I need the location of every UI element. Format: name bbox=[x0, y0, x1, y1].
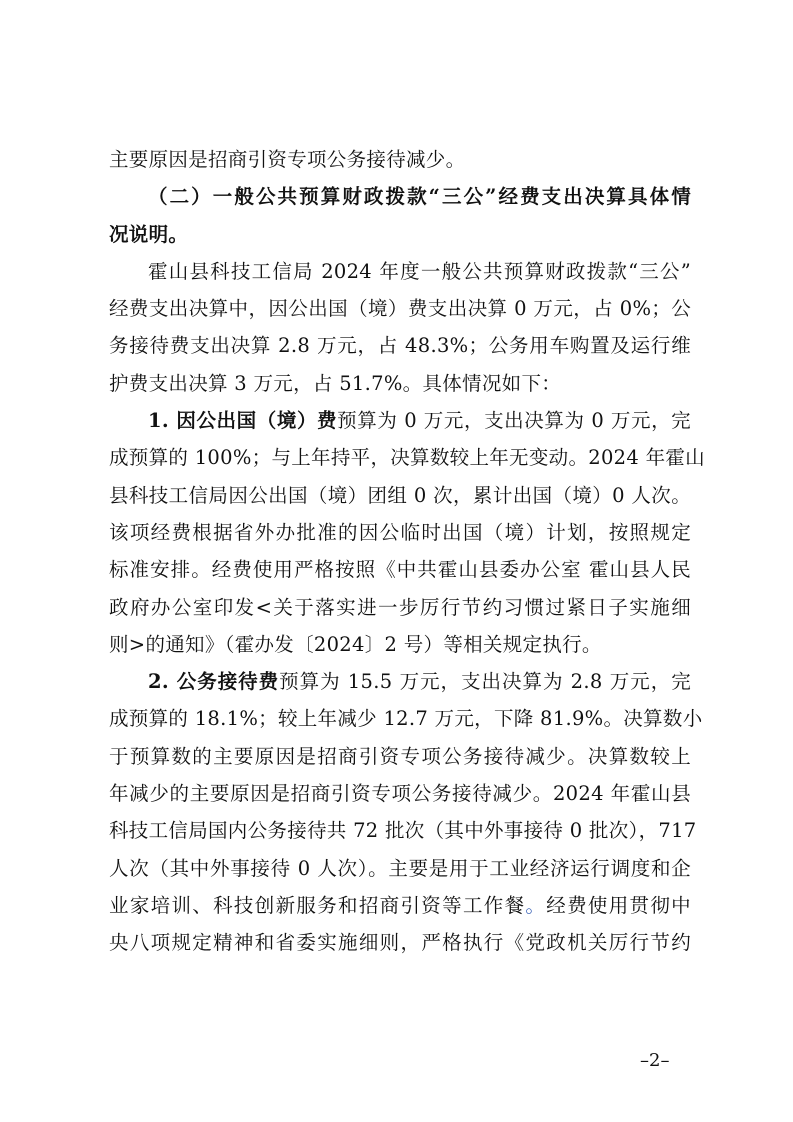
paragraph-line bbox=[109, 887, 691, 924]
text-line: 主要原因是招商引资专项公务接待减少。 bbox=[109, 148, 466, 171]
subsection-1-text: 预算为 0 万元，支出决算为 0 万元，完 bbox=[337, 409, 691, 433]
highlighted-period: 。 bbox=[525, 893, 547, 917]
document-body bbox=[109, 141, 705, 962]
paragraph-line: 务接待费支出决算 2.8 万元，占 48.3%；公务用车购置及运行维 bbox=[109, 334, 691, 358]
paragraph-line: 成预算的 100%；与上年持平，决算数较上年无变动。2024 年霍山 bbox=[109, 446, 705, 470]
paragraph-line: 经费支出决算中，因公出国（境）费支出决算 0 万元，占 0%；公 bbox=[109, 297, 691, 321]
paragraph-line: 县科技工信局因公出国（境）团组 0 次，累计出国（境）0 人次。 bbox=[109, 483, 691, 507]
subsection-2-first-line bbox=[109, 663, 691, 700]
paragraph-line: 政府办公室印发<关于落实进一步厉行节约习惯过紧日子实施细 bbox=[109, 595, 691, 619]
paragraph-line: 年减少的主要原因是招商引资专项公务接待减少。2024 年霍山县 bbox=[109, 782, 691, 806]
paragraph-line: 成预算的 18.1%；较上年减少 12.7 万元，下降 81.9%。决算数小 bbox=[109, 707, 703, 731]
line-segment: 经费使用贯彻中 bbox=[546, 893, 691, 917]
section-heading: （二）一般公共预算财政拨款“三公”经费支出决算具体情 bbox=[148, 185, 691, 209]
subsection-1-title: 1. 因公出国（境）费 bbox=[148, 409, 338, 433]
subsection-2-text: 预算为 15.5 万元，支出决算为 2.8 万元，完 bbox=[279, 670, 691, 694]
line-segment: 业家培训、科技创新服务和招商引资等工作餐 bbox=[109, 893, 526, 917]
paragraph-line: 于预算数的主要原因是招商引资专项公务接待减少。决算数较上 bbox=[109, 744, 691, 768]
subsection-2-title: 2. 公务接待费 bbox=[148, 670, 280, 694]
paragraph-line: 护费支出决算 3 万元，占 51.7%。具体情况如下： bbox=[109, 371, 562, 395]
paragraph-line: 人次（其中外事接待 0 人次）。主要是用于工业经济运行调度和企 bbox=[109, 856, 691, 880]
paragraph-line: 科技工信局国内公务接待共 72 批次（其中外事接待 0 批次），717 bbox=[109, 819, 697, 843]
section-heading-continued: 况说明。 bbox=[109, 222, 189, 246]
paragraph-line: 该项经费根据省外办批准的因公临时出国（境）计划，按照规定 bbox=[109, 520, 691, 544]
paragraph-line: 标准安排。经费使用严格按照《中共霍山县委办公室 霍山县人民 bbox=[109, 558, 691, 582]
paragraph-line: 则>的通知》（霍办发〔2024〕2 号）等相关规定执行。 bbox=[109, 632, 602, 656]
paragraph-line: 霍山县科技工信局 2024 年度一般公共预算财政拨款“三公” bbox=[148, 259, 691, 283]
page-number: –2– bbox=[640, 1050, 670, 1071]
subsection-1-first-line bbox=[109, 402, 691, 439]
paragraph-line: 央八项规定精神和省委实施细则，严格执行《党政机关厉行节约 bbox=[109, 931, 691, 955]
